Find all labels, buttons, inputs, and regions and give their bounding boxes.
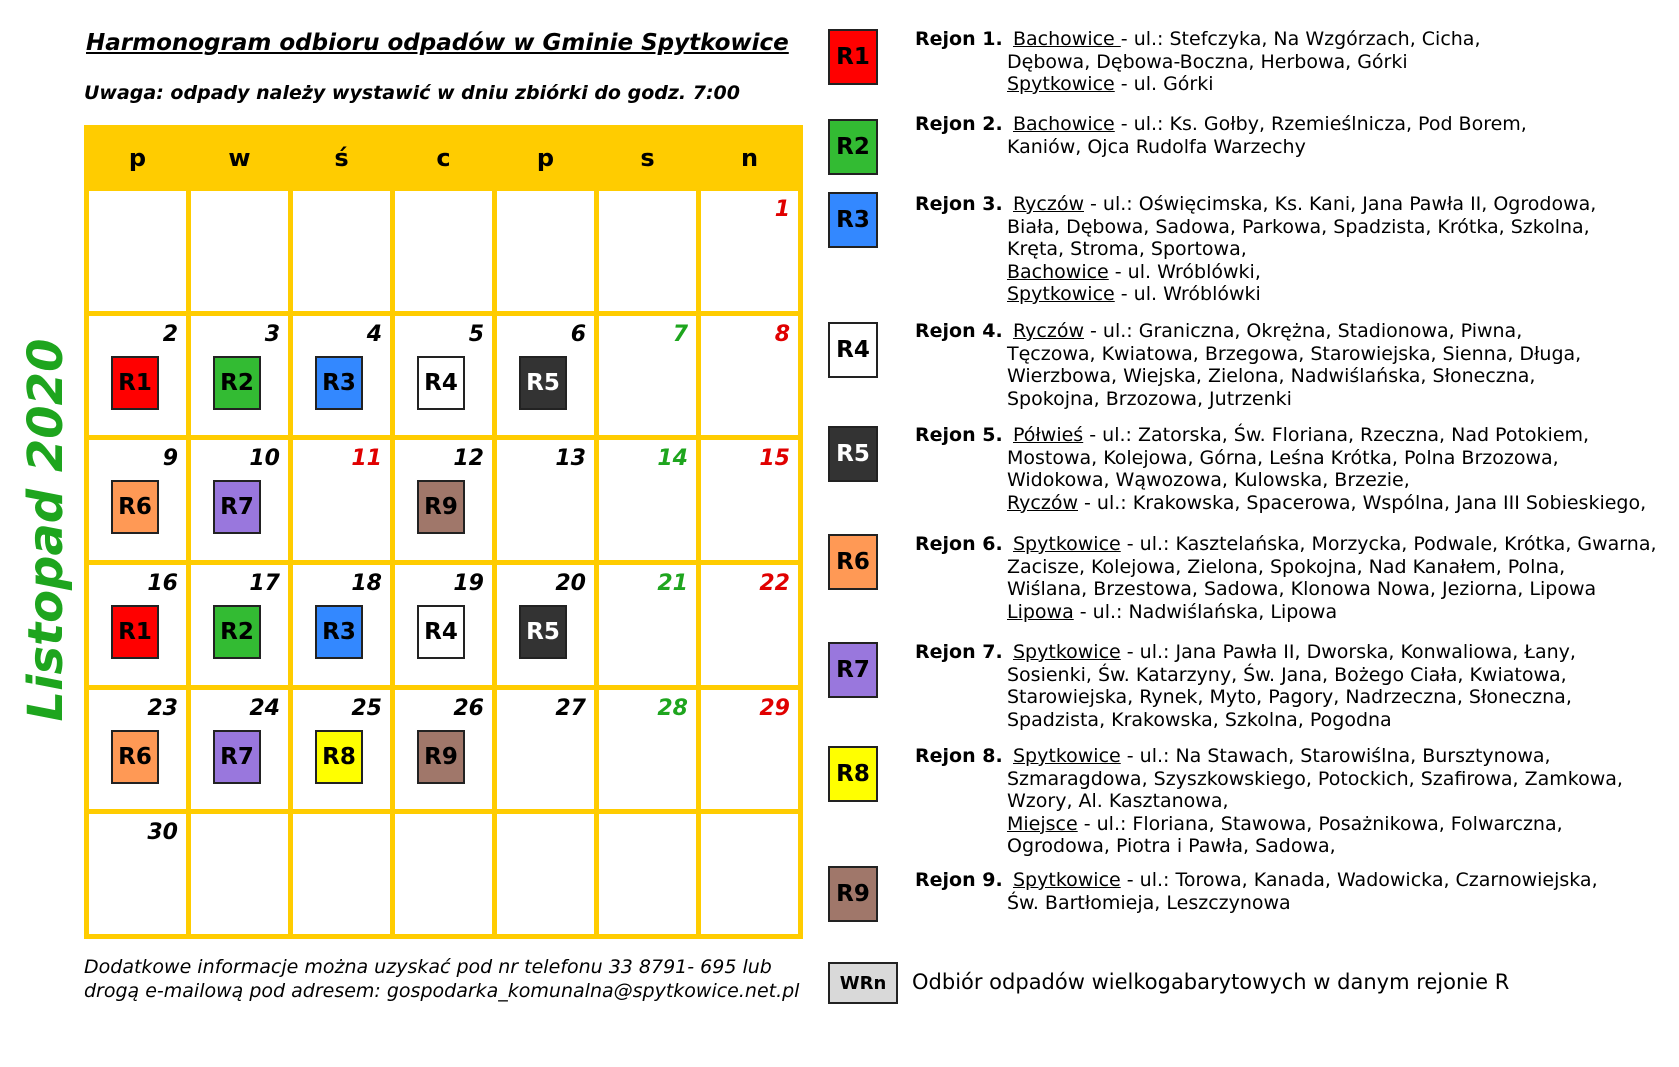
region-chip-r3: R3 bbox=[315, 605, 363, 659]
calendar-day-cell bbox=[89, 440, 186, 560]
street-list: Ogrodowa, Piotra i Pawła, Sadowa, bbox=[1007, 835, 1336, 857]
street-list: Dębowa, Dębowa-Boczna, Herbowa, Górki bbox=[1007, 50, 1408, 73]
legend-chip-r8: R8 bbox=[828, 746, 878, 802]
locality-name: Bachowice bbox=[1013, 113, 1115, 135]
day-number: 10 bbox=[249, 446, 280, 472]
day-number: 23 bbox=[147, 695, 178, 721]
weekday-header: n bbox=[740, 144, 759, 172]
legend-chip-r1: R1 bbox=[828, 29, 878, 85]
locality-name: Miejsce bbox=[1007, 812, 1078, 835]
calendar-day-cell bbox=[395, 316, 492, 436]
region-entry-line bbox=[915, 835, 1675, 858]
day-number: 17 bbox=[249, 570, 280, 596]
region-chip-r5: R5 bbox=[519, 356, 567, 410]
street-list: Spadzista, Krakowska, Szkolna, Pogodna bbox=[1007, 708, 1392, 731]
region-chip-r7: R7 bbox=[213, 480, 261, 534]
calendar-day-cell bbox=[89, 814, 186, 934]
region-label: Rejon 6. bbox=[915, 533, 1003, 555]
region-entry bbox=[915, 193, 1675, 306]
day-number: 28 bbox=[657, 695, 688, 721]
region-entry-line bbox=[915, 28, 1675, 51]
region-chip-r9: R9 bbox=[417, 730, 465, 784]
page-title: Harmonogram odbioru odpadów w Gminie Spytkowice bbox=[86, 30, 789, 56]
day-number: 3 bbox=[264, 321, 280, 347]
day-number: 16 bbox=[147, 570, 178, 596]
region-entry-line bbox=[915, 664, 1675, 687]
region-entry-line bbox=[915, 216, 1675, 239]
region-entry-line bbox=[915, 388, 1675, 411]
region-entry-line bbox=[915, 745, 1675, 768]
calendar-day-cell bbox=[395, 690, 492, 810]
region-entry-line bbox=[915, 447, 1675, 470]
bulky-waste-chip: WRn bbox=[828, 962, 898, 1004]
street-list: - ul.: Kasztelańska, Morzycka, Podwale, Krótka, Gwarna, bbox=[1120, 533, 1657, 555]
region-entry-line bbox=[915, 869, 1675, 892]
region-chip-r4: R4 bbox=[417, 605, 465, 659]
region-entry-line bbox=[915, 343, 1675, 366]
calendar-day-cell bbox=[599, 191, 696, 311]
calendar-day-cell bbox=[293, 191, 390, 311]
street-list: Tęczowa, Kwiatowa, Brzegowa, Starowiejska, Sienna, Długa, bbox=[1007, 342, 1582, 365]
contact-line-2: drogą e-mailową pod adresem: gospodarka_komunalna@spytkowice.net.pl bbox=[84, 980, 800, 1002]
calendar-day-cell bbox=[497, 565, 594, 685]
region-entry-line bbox=[915, 424, 1675, 447]
street-list: Zacisze, Kolejowa, Zielona, Spokojna, Nad Kanałem, Polna, bbox=[1007, 555, 1566, 578]
region-entry bbox=[915, 320, 1675, 410]
calendar-day-cell bbox=[293, 814, 390, 934]
calendar-day-cell bbox=[599, 814, 696, 934]
contact-line-1: Dodatkowe informacje można uzyskać pod nr telefonu 33 8791- 695 lub bbox=[84, 956, 772, 978]
region-entry-line bbox=[915, 813, 1675, 836]
region-entry-line bbox=[915, 283, 1675, 306]
calendar-day-cell bbox=[395, 440, 492, 560]
region-label: Rejon 5. bbox=[915, 424, 1003, 446]
region-entry-line bbox=[915, 601, 1675, 624]
day-number: 21 bbox=[657, 570, 688, 596]
street-list: Starowiejska, Rynek, Myto, Pagory, Nadrzeczna, Słoneczna, bbox=[1007, 686, 1572, 708]
calendar-day-cell bbox=[701, 191, 798, 311]
street-list: Św. Bartłomieja, Leszczynowa bbox=[1007, 891, 1291, 914]
day-number: 29 bbox=[759, 695, 790, 721]
region-entry-line bbox=[915, 320, 1675, 343]
calendar-day-cell bbox=[395, 191, 492, 311]
region-entry-line bbox=[915, 51, 1675, 74]
region-label: Rejon 9. bbox=[915, 869, 1003, 891]
street-list: Sosienki, Św. Katarzyny, Św. Jana, Bożego Ciała, Kwiatowa, bbox=[1007, 663, 1567, 686]
locality-name: Spytkowice bbox=[1013, 533, 1121, 555]
locality-name: Bachowice bbox=[1007, 260, 1109, 283]
calendar-day-cell bbox=[497, 316, 594, 436]
street-list: - ul.: Zatorska, Św. Floriana, Rzeczna, Nad Potokiem, bbox=[1083, 424, 1590, 446]
region-entry bbox=[915, 641, 1675, 731]
day-number: 19 bbox=[453, 570, 484, 596]
legend-chip-r3: R3 bbox=[828, 192, 878, 248]
legend-chip-r9: R9 bbox=[828, 866, 878, 922]
calendar-day-cell bbox=[497, 440, 594, 560]
locality-name: Lipowa bbox=[1007, 600, 1074, 623]
street-list: Szmaragdowa, Szyszkowskiego, Potockich, Szafirowa, Zamkowa, bbox=[1007, 767, 1623, 790]
day-number: 14 bbox=[657, 446, 688, 472]
calendar-day-cell bbox=[701, 565, 798, 685]
day-number: 30 bbox=[147, 820, 178, 846]
day-number: 9 bbox=[162, 446, 178, 472]
calendar-day-cell bbox=[191, 814, 288, 934]
street-list: Wzory, Al. Kasztanowa, bbox=[1007, 790, 1229, 812]
locality-name: Spytkowice bbox=[1013, 641, 1121, 663]
calendar-day-cell bbox=[395, 565, 492, 685]
region-entry-line bbox=[915, 113, 1675, 136]
region-label: Rejon 1. bbox=[915, 28, 1003, 50]
region-chip-r6: R6 bbox=[111, 730, 159, 784]
weekday-header: p bbox=[536, 144, 555, 172]
street-list: Kręta, Stroma, Sportowa, bbox=[1007, 238, 1247, 260]
calendar-day-cell bbox=[497, 814, 594, 934]
street-list: - ul.: Floriana, Stawowa, Posażnikowa, Folwarczna, bbox=[1077, 812, 1563, 835]
day-number: 1 bbox=[774, 197, 790, 222]
day-number: 27 bbox=[555, 695, 586, 721]
street-list: Wiślana, Brzestowa, Sadowa, Klonowa Nowa, Jeziorna, Lipowa bbox=[1007, 578, 1597, 600]
calendar-day-cell bbox=[191, 191, 288, 311]
calendar-day-cell bbox=[191, 690, 288, 810]
day-number: 22 bbox=[759, 570, 790, 596]
legend-chip-r6: R6 bbox=[828, 534, 878, 590]
region-entry bbox=[915, 424, 1675, 514]
legend-chip-r5: R5 bbox=[828, 426, 878, 482]
calendar-day-cell bbox=[395, 814, 492, 934]
region-entry-line bbox=[915, 768, 1675, 791]
contact-footer bbox=[84, 955, 799, 1003]
day-number: 8 bbox=[774, 321, 790, 347]
region-chip-r4: R4 bbox=[417, 356, 465, 410]
region-entry-line bbox=[915, 193, 1675, 216]
notice-text: Uwaga: odpady należy wystawić w dniu zbiórki do godz. 7:00 bbox=[84, 82, 740, 104]
region-chip-r2: R2 bbox=[213, 605, 261, 659]
calendar-day-cell bbox=[599, 316, 696, 436]
month-label bbox=[16, 300, 76, 760]
calendar-day-cell bbox=[293, 440, 390, 560]
calendar-day-cell bbox=[191, 440, 288, 560]
region-entry-line bbox=[915, 686, 1675, 709]
street-list: Kaniów, Ojca Rudolfa Warzechy bbox=[1007, 135, 1306, 158]
locality-name: Ryczów bbox=[1013, 193, 1084, 215]
region-entry-line bbox=[915, 578, 1675, 601]
locality-name: Spytkowice bbox=[1007, 283, 1115, 305]
region-chip-r1: R1 bbox=[111, 605, 159, 659]
calendar-day-cell bbox=[497, 191, 594, 311]
region-entry-line bbox=[915, 469, 1675, 492]
day-number: 20 bbox=[555, 570, 586, 596]
region-chip-r3: R3 bbox=[315, 356, 363, 410]
region-entry bbox=[915, 869, 1675, 914]
region-entry-line bbox=[915, 892, 1675, 915]
weekday-header: ś bbox=[334, 144, 349, 172]
street-list: Wierzbowa, Wiejska, Zielona, Nadwiślańska, Słoneczna, bbox=[1007, 365, 1536, 387]
calendar-day-cell bbox=[701, 814, 798, 934]
weekday-header: s bbox=[640, 144, 655, 172]
weekday-header: c bbox=[436, 144, 451, 172]
region-entry-line bbox=[915, 641, 1675, 664]
region-chip-r1: R1 bbox=[111, 356, 159, 410]
calendar-day-cell bbox=[599, 565, 696, 685]
region-chip-r9: R9 bbox=[417, 480, 465, 534]
region-entry-line bbox=[915, 136, 1675, 159]
region-entry-line bbox=[915, 790, 1675, 813]
calendar-day-cell bbox=[89, 316, 186, 436]
calendar-day-cell bbox=[701, 440, 798, 560]
street-list: - ul.: Graniczna, Okrężna, Stadionowa, Piwna, bbox=[1084, 320, 1523, 342]
bulky-waste-description: Odbiór odpadów wielkogabarytowych w danym rejonie R bbox=[912, 970, 1510, 994]
region-entry-line bbox=[915, 492, 1675, 515]
street-list: - ul.: Na Stawach, Starowiślna, Bursztynowa, bbox=[1120, 745, 1551, 767]
day-number: 12 bbox=[453, 446, 484, 472]
region-entry-line bbox=[915, 556, 1675, 579]
locality-name: Półwieś bbox=[1013, 424, 1084, 446]
region-chip-r6: R6 bbox=[111, 480, 159, 534]
region-entry bbox=[915, 28, 1675, 96]
day-number: 7 bbox=[672, 321, 688, 347]
region-label: Rejon 4. bbox=[915, 320, 1003, 342]
locality-name: Spytkowice bbox=[1013, 869, 1121, 891]
region-label: Rejon 7. bbox=[915, 641, 1003, 663]
weekday-header: p bbox=[128, 144, 147, 172]
calendar-day-cell bbox=[701, 316, 798, 436]
street-list: - ul.: Stefczyka, Na Wzgórzach, Cicha, bbox=[1120, 28, 1481, 50]
month-label-text: Listopad 2020 bbox=[18, 338, 74, 722]
day-number: 24 bbox=[249, 695, 280, 721]
region-entry-line bbox=[915, 73, 1675, 96]
day-number: 15 bbox=[759, 446, 790, 472]
street-list: - ul.: Krakowska, Spacerowa, Wspólna, Jana III Sobieskiego, bbox=[1078, 491, 1647, 514]
calendar-day-cell bbox=[293, 565, 390, 685]
calendar-day-cell bbox=[89, 191, 186, 311]
region-entry bbox=[915, 113, 1675, 158]
street-list: - ul.: Oświęcimska, Ks. Kani, Jana Pawła II, Ogrodowa, bbox=[1084, 193, 1597, 215]
region-label: Rejon 8. bbox=[915, 745, 1003, 767]
calendar-day-cell bbox=[599, 690, 696, 810]
region-label: Rejon 3. bbox=[915, 193, 1003, 215]
locality-name: Spytkowice bbox=[1007, 73, 1115, 95]
locality-name: Bachowice bbox=[1013, 28, 1121, 50]
day-number: 2 bbox=[162, 321, 178, 347]
day-number: 13 bbox=[555, 446, 586, 472]
day-number: 11 bbox=[351, 446, 382, 472]
locality-name: Ryczów bbox=[1013, 320, 1084, 342]
day-number: 25 bbox=[351, 695, 382, 721]
region-entry-line bbox=[915, 365, 1675, 388]
calendar-day-cell bbox=[293, 316, 390, 436]
calendar-day-cell bbox=[599, 440, 696, 560]
calendar-day-cell bbox=[191, 565, 288, 685]
street-list: - ul.: Nadwiślańska, Lipowa bbox=[1073, 600, 1338, 623]
region-chip-r5: R5 bbox=[519, 605, 567, 659]
locality-name: Spytkowice bbox=[1013, 745, 1121, 767]
street-list: Widokowa, Wąwozowa, Kulowska, Brzezie, bbox=[1007, 469, 1410, 491]
region-entry bbox=[915, 533, 1675, 623]
calendar-day-cell bbox=[293, 690, 390, 810]
calendar-day-cell bbox=[89, 690, 186, 810]
day-number: 26 bbox=[453, 695, 484, 721]
region-label: Rejon 2. bbox=[915, 113, 1003, 135]
street-list: - ul.: Jana Pawła II, Dworska, Konwaliowa, Łany, bbox=[1120, 641, 1576, 663]
calendar-day-cell bbox=[191, 316, 288, 436]
region-entry-line bbox=[915, 238, 1675, 261]
day-number: 4 bbox=[366, 321, 382, 347]
calendar-grid bbox=[84, 125, 803, 939]
street-list: - ul.: Torowa, Kanada, Wadowicka, Czarnowiejska, bbox=[1120, 869, 1598, 891]
street-list: Biała, Dębowa, Sadowa, Parkowa, Spadzista, Krótka, Szkolna, bbox=[1007, 215, 1590, 238]
region-entry bbox=[915, 745, 1675, 858]
region-chip-r8: R8 bbox=[315, 730, 363, 784]
day-number: 5 bbox=[468, 321, 484, 347]
calendar-day-cell bbox=[89, 565, 186, 685]
region-entry-line bbox=[915, 709, 1675, 732]
street-list: Mostowa, Kolejowa, Górna, Leśna Krótka, Polna Brzozowa, bbox=[1007, 446, 1559, 469]
street-list: Spokojna, Brzozowa, Jutrzenki bbox=[1007, 387, 1292, 410]
calendar-day-cell bbox=[497, 690, 594, 810]
legend-chip-r2: R2 bbox=[828, 119, 878, 175]
day-number: 6 bbox=[570, 321, 586, 347]
legend-chip-r7: R7 bbox=[828, 642, 878, 698]
legend-chip-r4: R4 bbox=[828, 322, 878, 378]
street-list: - ul. Górki bbox=[1114, 73, 1214, 95]
region-chip-r2: R2 bbox=[213, 356, 261, 410]
region-entry-line bbox=[915, 261, 1675, 284]
street-list: - ul. Wróblówki, bbox=[1108, 260, 1261, 283]
locality-name: Ryczów bbox=[1007, 491, 1078, 514]
street-list: - ul.: Ks. Gołby, Rzemieślnicza, Pod Borem, bbox=[1114, 113, 1527, 135]
day-number: 18 bbox=[351, 570, 382, 596]
street-list: - ul. Wróblówki bbox=[1114, 283, 1261, 305]
calendar-day-cell bbox=[701, 690, 798, 810]
region-entry-line bbox=[915, 533, 1675, 556]
region-chip-r7: R7 bbox=[213, 730, 261, 784]
weekday-header: w bbox=[228, 144, 251, 172]
